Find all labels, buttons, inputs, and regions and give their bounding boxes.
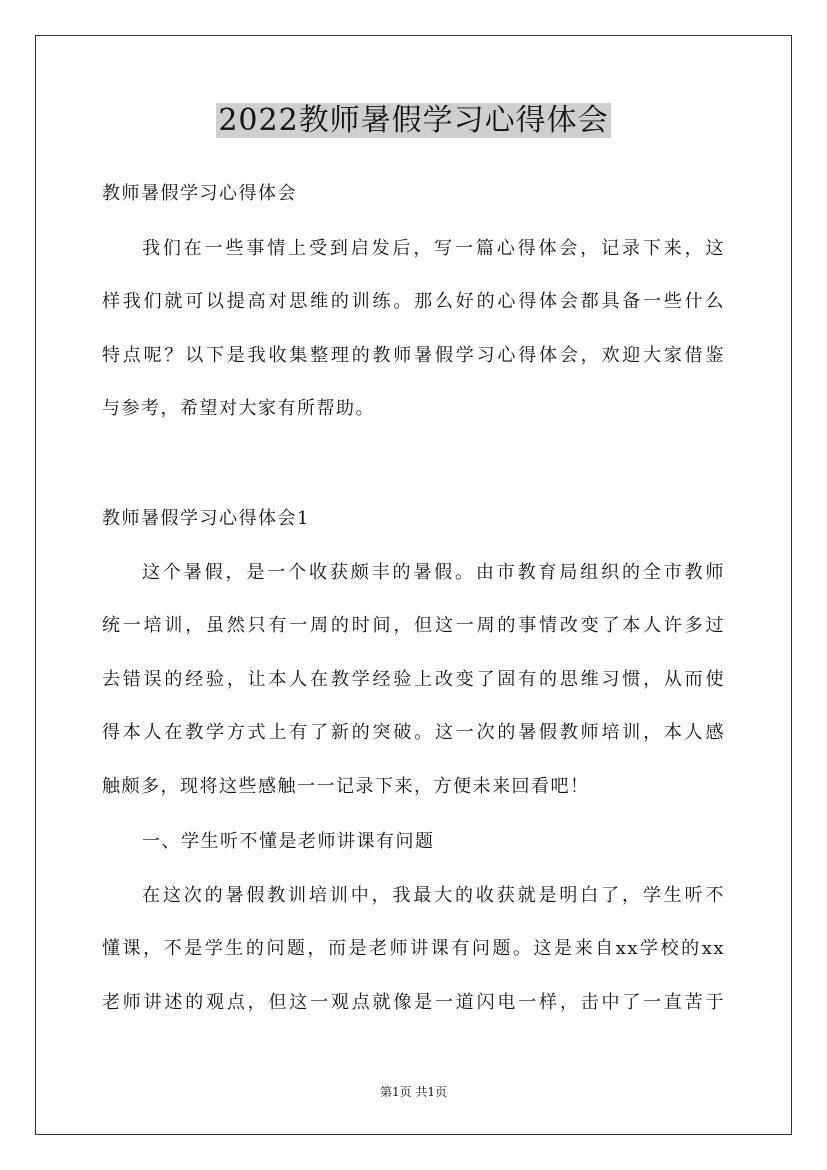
paragraph-line: 得本人在教学方式上有了新的突破。这一次的暑假教师培训，本人感	[102, 722, 725, 743]
paragraph-line: 特点呢？以下是我收集整理的教师暑假学习心得体会，欢迎大家借鉴	[102, 345, 725, 366]
paragraph-line: 我们在一些事情上受到启发后，写一篇心得体会，记录下来，这	[142, 238, 725, 259]
paragraph-line: 去错误的经验，让本人在教学经验上改变了固有的思维习惯，从而使	[102, 669, 725, 690]
page-footer: 第1页 共1页	[379, 1085, 448, 1099]
section-heading: 教师暑假学习心得体会1	[102, 508, 310, 529]
paragraph-line: 与参考，希望对大家有所帮助。	[102, 398, 375, 419]
paragraph-line: 在这次的暑假教训培训中，我最大的收获就是明白了，学生听不	[142, 885, 725, 906]
paragraph-line: 触颇多，现将这些感触一一记录下来，方便未来回看吧！	[102, 776, 590, 797]
document-title: 2022教师暑假学习心得体会	[218, 103, 609, 138]
document-title-wrap	[0, 100, 827, 142]
paragraph-line: 懂课，不是学生的问题，而是老师讲课有问题。这是来自xx学校的xx	[102, 938, 725, 959]
paragraph-line: 样我们就可以提高对思维的训练。那么好的心得体会都具备一些什么	[102, 291, 725, 312]
paragraph-line: 统一培训，虽然只有一周的时间，但这一周的事情改变了本人许多过	[102, 615, 725, 636]
paragraph-line: 这个暑假，是一个收获颇丰的暑假。由市教育局组织的全市教师	[142, 562, 725, 583]
paragraph-line: 老师讲述的观点，但这一观点就像是一道闪电一样，击中了一直苦于	[102, 992, 725, 1013]
subheading: 一、学生听不懂是老师讲课有问题	[142, 831, 435, 852]
section-heading: 教师暑假学习心得体会	[102, 183, 297, 204]
